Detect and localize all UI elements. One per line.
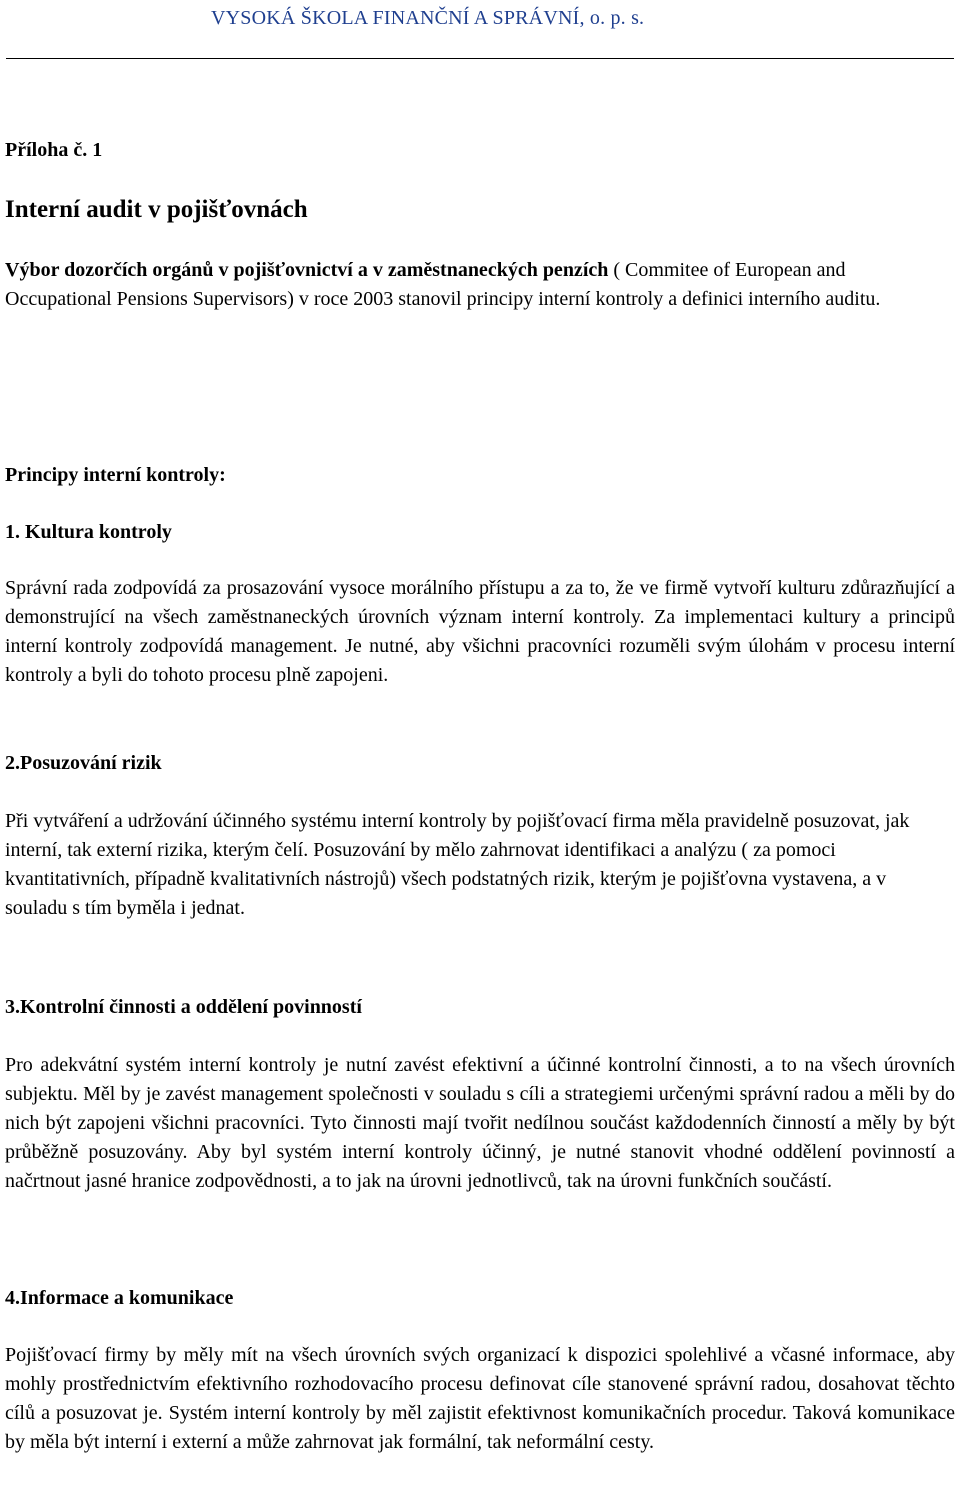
section-2-heading: 2.Posuzování rizik xyxy=(5,752,162,774)
header-divider xyxy=(6,58,954,59)
section-3-body: Pro adekvátní systém interní kontroly je nutní zavést efektivní a účinné kontrolní činnosti, a to na všech úrovních subjektu. Měl by je zavést management společnosti v souladu s cíli a strategiemi určenými správní radou a měli by do nich být zapojeni všichni pracovníci. Tyto činnosti mají tvořit nedílnou součást každodenních činností a měly by být průběžně posuzovány. Aby byl systém interní kontroly účinný, je nutné stanovit vhodné oddělení povinností a načrtnout jasné hranice zodpovědnosti, a to jak na úrovni jednotlivců, tak na úrovni funkčních součástí. xyxy=(5,1054,955,1192)
annex-label: Příloha č. 1 xyxy=(5,139,103,161)
section-2-body: Při vytváření a udržování účinného systému interní kontroly by pojišťovací firma měla pravidelně posuzovat, jak interní, tak externí rizika, kterým čelí. Posuzování by mělo zahrnovat identifikaci a analýzu ( za pomoci kvantitativních, případně kvalitativních nástrojů) všech podstatných rizik, kterým je pojišťovna vystavena, a v souladu s tím byměla i jednat. xyxy=(5,810,910,919)
header-title: VYSOKÁ ŠKOLA FINANČNÍ A SPRÁVNÍ, o. p. s. xyxy=(211,7,645,29)
document-title: Interní audit v pojišťovnách xyxy=(5,196,308,223)
intro-bold-lead: Výbor dozorčích orgánů v pojišťovnictví a v zaměstnaneckých penzích xyxy=(5,259,609,281)
intro-paragraph xyxy=(5,256,949,314)
section-1-body: Správní rada zodpovídá za prosazování vysoce morálního přístupu a za to, že ve firmě vytvoří kulturu zdůrazňující a demonstrující na všech zaměstnaneckých úrovních význam interní kontroly. Za implementaci kultury a principů interní kontroly zodpovídá management. Je nutné, aby všichni pracovníci rozuměli svým úlohám v procesu interní kontroly a byli do tohoto procesu plně zapojeni. xyxy=(5,577,955,686)
section-3-heading: 3.Kontrolní činnosti a oddělení povinností xyxy=(5,996,362,1018)
principles-heading: Principy interní kontroly: xyxy=(5,464,226,486)
intro-text: ( Commitee of European and Occupational Pensions Supervisors) v roce 2003 stanovil principy interní kontroly a definici interního auditu. xyxy=(5,259,881,310)
section-1-heading: 1. Kultura kontroly xyxy=(5,521,172,543)
section-4-heading: 4.Informace a komunikace xyxy=(5,1287,234,1309)
section-4-body: Pojišťovací firmy by měly mít na všech úrovních svých organizací k dispozici spolehlivé a včasné informace, aby mohly prostřednictvím efektivního rozhodovacího procesu definovat cíle stanovené správní radou, dosahovat těchto cílů a posuzovat je. Systém interní kontroly by měl zajistit efektivnost komunikačních procedur. Taková komunikace by měla být interní i externí a může zahrnovat jak formální, tak neformální cesty. xyxy=(5,1344,955,1453)
